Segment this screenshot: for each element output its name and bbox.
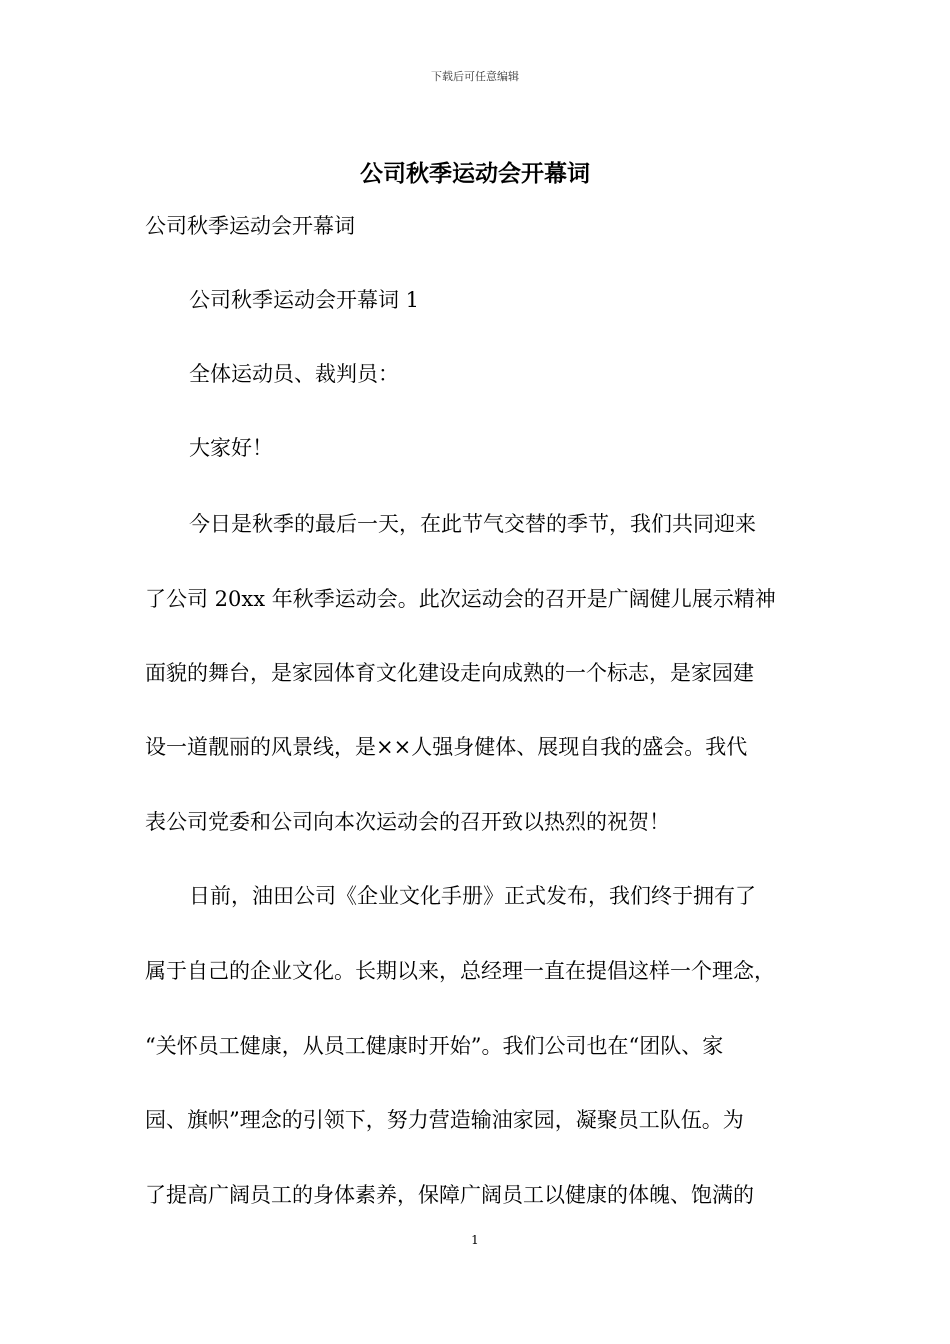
body-line: 面貌的舞台，是家园体育文化建设走向成熟的一个标志，是家园建 [145, 661, 754, 685]
body-line: 今日是秋季的最后一天，在此节气交替的季节，我们共同迎来 [189, 512, 756, 536]
body-line: 属于自己的企业文化。长期以来，总经理一直在提倡这样一个理念， [145, 959, 775, 983]
body-line: 大家好！ [189, 436, 273, 460]
body-line: 了公司 20xx 年秋季运动会。此次运动会的召开是广阔健儿展示精神 [145, 587, 776, 611]
body-line: 日前，油田公司《企业文化手册》正式发布，我们终于拥有了 [189, 884, 756, 908]
body-line: “关怀员工健康，从员工健康时开始”。我们公司也在“团队、家 [145, 1034, 724, 1058]
body-line: 公司秋季运动会开幕词 1 [189, 288, 420, 312]
body-line: 设一道靓丽的风景线，是××人强身健体、展现自我的盛会。我代 [145, 735, 748, 759]
page-number: 1 [471, 1233, 479, 1247]
body-line: 表公司党委和公司向本次运动会的召开致以热烈的祝贺！ [145, 810, 670, 834]
document-title: 公司秋季运动会开幕词 [360, 160, 590, 187]
header-note: 下载后可任意编辑 [431, 70, 519, 83]
body-line: 全体运动员、裁判员： [189, 362, 399, 386]
document-subtitle: 公司秋季运动会开幕词 [145, 214, 355, 238]
body-line: 园、旗帜”理念的引领下，努力营造输油家园，凝聚员工队伍。为 [145, 1108, 744, 1132]
body-line: 了提高广阔员工的身体素养，保障广阔员工以健康的体魄、饱满的 [145, 1183, 754, 1207]
